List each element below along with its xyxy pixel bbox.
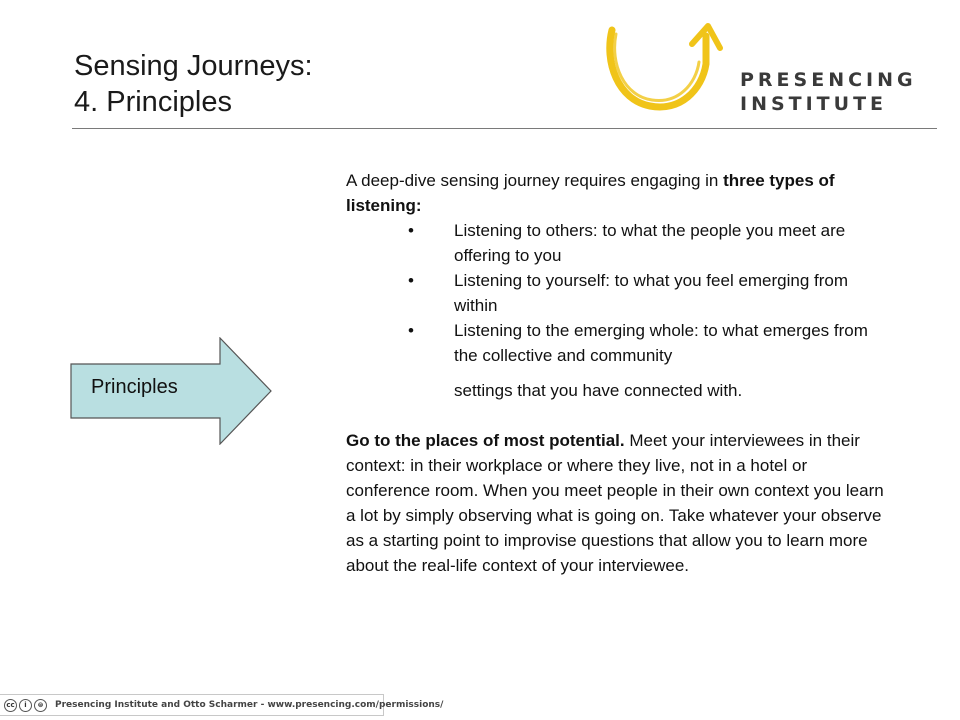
license-text: Presencing Institute and Otto Scharmer - www.presencing.com/permissions/ [55, 700, 444, 710]
page-title-line-2: 4. Principles [74, 86, 232, 118]
places-text: Meet your interviewees in their context: in their workplace or where they live, not in a hotel or conference room. When you meet people in their own context you learn a lot by simply observing what is going on. Take whatever your observe as a starting point to improvise questions that allow you to learn more about the real-life context of your interviewee. [346, 431, 884, 575]
intro-bold-text: three types of listening: [346, 171, 835, 215]
bullet-marker: • [408, 221, 414, 240]
noncommercial-icon: ⊜ [34, 699, 47, 712]
logo-wordmark-line-2: INSTITUTE [740, 93, 888, 115]
bullet-marker: • [408, 271, 414, 290]
attribution-icon: i [19, 699, 32, 712]
license-footer [0, 694, 444, 716]
list-item [346, 268, 886, 318]
list-item [346, 318, 886, 403]
bullet-marker: • [408, 321, 414, 340]
title-divider [72, 128, 937, 129]
list-item-text: Listening to yourself: to what you feel emerging from within [454, 271, 849, 315]
list-item-text: Listening to others: to what the people you meet are offering to you [454, 221, 846, 265]
page-title [74, 48, 313, 120]
listening-types-list [346, 218, 886, 403]
logo-wordmark-line-1: PRESENCING [740, 69, 917, 91]
principles-content [346, 168, 886, 578]
page-title-line-1: Sensing Journeys: [74, 50, 313, 82]
list-item-text: Listening to the emerging whole: to what emerges from the collective and community [454, 321, 868, 365]
license-icons [4, 699, 47, 712]
places-bold-text: Go to the places of most potential. [346, 431, 625, 450]
places-paragraph [346, 428, 886, 578]
intro-paragraph [346, 168, 886, 218]
logo-wordmark [740, 68, 917, 116]
intro-text: A deep-dive sensing journey requires engaging in [346, 171, 724, 190]
list-item [346, 218, 886, 268]
principles-arrow-label: Principles [91, 376, 178, 398]
list-item-continuation: settings that you have connected with. [454, 381, 743, 400]
creative-commons-icon: cc [4, 699, 17, 712]
